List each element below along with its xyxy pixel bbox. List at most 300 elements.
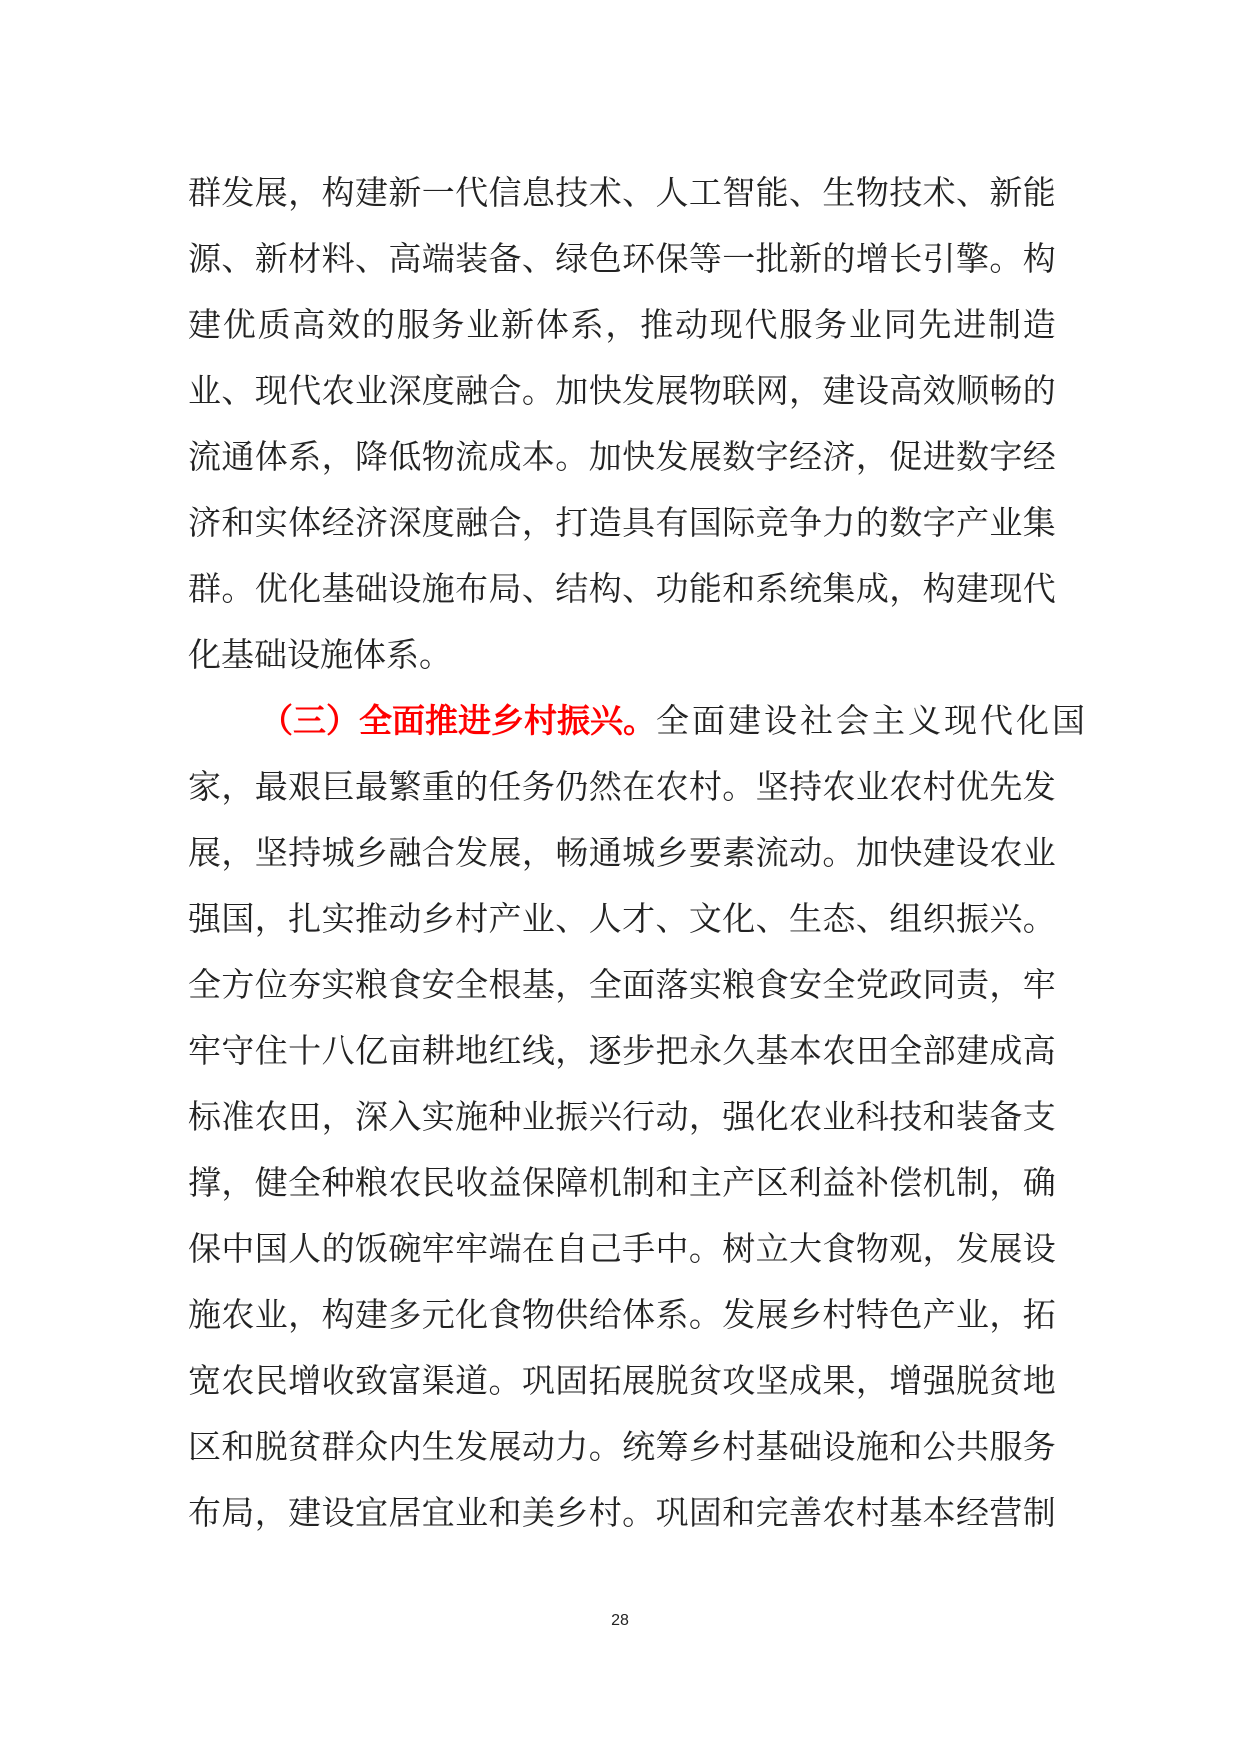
text-char: 益 xyxy=(488,1163,522,1202)
text-char: 、 xyxy=(221,371,255,410)
text-char: 自 xyxy=(555,1229,589,1268)
text-char: 宽 xyxy=(188,1361,221,1400)
text-char: 建 xyxy=(955,569,989,608)
text-char: ， xyxy=(221,833,255,872)
text-char: 务 xyxy=(521,767,555,806)
text-char: 食 xyxy=(388,965,422,1004)
text-char: 永 xyxy=(688,1031,722,1070)
text-char: 增 xyxy=(889,1361,923,1400)
text-char: 业 xyxy=(188,371,221,410)
text-char: 系 xyxy=(755,569,789,608)
text-char: 畅 xyxy=(989,371,1023,410)
text-char: 布 xyxy=(188,1493,221,1532)
text-char: 国 xyxy=(221,899,255,938)
text-char: 十 xyxy=(288,1031,322,1070)
text-char: 在 xyxy=(622,767,656,806)
text-char: 内 xyxy=(388,1427,422,1466)
text-char: 造 xyxy=(1022,305,1056,344)
text-char: 乡 xyxy=(354,833,388,872)
text-char: 基 xyxy=(755,1031,789,1070)
text-char: 批 xyxy=(755,239,789,278)
text-char: 设 xyxy=(955,833,989,872)
text-char: 中 xyxy=(655,1229,689,1268)
text-char: 加 xyxy=(855,833,889,872)
text-char: 果 xyxy=(822,1361,856,1400)
text-char: 面 xyxy=(622,965,656,1004)
text-char: 融 xyxy=(455,371,489,410)
text-char: 和 xyxy=(922,1097,956,1136)
text-char: 力 xyxy=(555,1427,589,1466)
text-char: 建 xyxy=(288,1493,322,1532)
text-char: 数 xyxy=(889,503,923,542)
text-char: 。 xyxy=(622,1493,656,1532)
text-char: 然 xyxy=(588,767,622,806)
text-char: 。 xyxy=(688,1229,722,1268)
text-char: 宜 xyxy=(421,1493,455,1532)
text-char: 装 xyxy=(955,1097,989,1136)
text-char: 化 xyxy=(755,1097,789,1136)
text-char: 产 xyxy=(922,1295,956,1334)
text-char: 和 xyxy=(722,1493,756,1532)
text-char: 宜 xyxy=(354,1493,388,1532)
text-char: 增 xyxy=(288,1361,322,1400)
text-char: 农 xyxy=(889,767,923,806)
text-char: 拓 xyxy=(588,1361,622,1400)
text-char: 础 xyxy=(789,1427,823,1466)
text-char: 信 xyxy=(488,173,522,212)
text-char: ， xyxy=(989,965,1023,1004)
text-char: 物 xyxy=(421,437,455,476)
text-char: 深 xyxy=(354,1097,388,1136)
text-char: ， xyxy=(989,1295,1023,1334)
text-char: 一 xyxy=(421,173,455,212)
text-char: 种 xyxy=(488,1097,522,1136)
text-char: 把 xyxy=(655,1031,689,1070)
text-char: 主 xyxy=(688,1163,722,1202)
text-char: 化 xyxy=(288,569,322,608)
text-char: 经 xyxy=(789,437,823,476)
text-char: 产 xyxy=(488,899,522,938)
text-char: 基 xyxy=(755,1427,789,1466)
text-char: 和 xyxy=(488,1493,522,1532)
text-char: 持 xyxy=(789,767,823,806)
text-char: 统 xyxy=(789,569,823,608)
text-char: 新 xyxy=(388,173,422,212)
text-char: 持 xyxy=(288,833,322,872)
text-char: 济 xyxy=(188,503,221,542)
text-char: 脱 xyxy=(655,1361,689,1400)
text-char: ， xyxy=(789,371,823,410)
text-char: 强 xyxy=(188,899,221,938)
text-char: 流 xyxy=(455,437,489,476)
text-char: 先 xyxy=(989,767,1023,806)
text-char: 乡 xyxy=(789,1295,823,1334)
text-char: 的 xyxy=(321,1229,355,1268)
text-char: 质 xyxy=(257,305,291,344)
text-char: 特 xyxy=(855,1295,889,1334)
text-char: 粮 xyxy=(354,1163,388,1202)
text-char: 的 xyxy=(855,503,889,542)
text-char: 布 xyxy=(455,569,489,608)
text-char: 施 xyxy=(188,1295,221,1334)
text-line xyxy=(188,1480,1056,1546)
text-char: 引 xyxy=(922,239,956,278)
text-char: 善 xyxy=(789,1493,823,1532)
text-char: 建 xyxy=(822,371,856,410)
text-char: 结 xyxy=(555,569,589,608)
text-char: ， xyxy=(555,1031,589,1070)
text-char: 守 xyxy=(221,1031,255,1070)
text-char: 强 xyxy=(922,1361,956,1400)
text-char: 进 xyxy=(953,305,987,344)
text-char: 己 xyxy=(588,1229,622,1268)
text-char: 新 xyxy=(254,239,288,278)
text-char: 加 xyxy=(555,371,589,410)
text-char: 动 xyxy=(674,305,708,344)
text-char: 本 xyxy=(521,437,555,476)
text-char: 、 xyxy=(789,173,823,212)
text-char: 实 xyxy=(321,899,355,938)
text-char: 织 xyxy=(922,899,956,938)
text-char: 牢 xyxy=(455,1229,489,1268)
text-char: 一 xyxy=(722,239,756,278)
text-char: 制 xyxy=(1022,1493,1056,1532)
text-char: 建 xyxy=(955,1031,989,1070)
text-char: 色 xyxy=(889,1295,923,1334)
text-char: 构 xyxy=(321,173,355,212)
text-char: 制 xyxy=(987,305,1021,344)
text-char: 富 xyxy=(388,1361,422,1400)
text-char: 扎 xyxy=(288,899,322,938)
text-char: 贫 xyxy=(989,1361,1023,1400)
text-char: ， xyxy=(321,1097,355,1136)
text-char: ， xyxy=(254,899,288,938)
text-char: 农 xyxy=(321,371,355,410)
text-char: ， xyxy=(922,1229,956,1268)
text-char: 国 xyxy=(688,503,722,542)
text-char: 济 xyxy=(822,437,856,476)
text-char: 务 xyxy=(431,305,465,344)
text-char: 完 xyxy=(755,1493,789,1532)
text-char: 、 xyxy=(555,899,589,938)
text-char: 济 xyxy=(354,503,388,542)
text-char: 实 xyxy=(321,965,355,1004)
text-char: 动 xyxy=(789,833,823,872)
text-char: 众 xyxy=(354,1427,388,1466)
text-char: 制 xyxy=(955,1163,989,1202)
text-char: 加 xyxy=(588,437,622,476)
body-text xyxy=(188,160,1088,1546)
text-char: ， xyxy=(889,569,923,608)
text-char: 术 xyxy=(588,173,622,212)
text-char: 线 xyxy=(521,1031,555,1070)
text-char: 收 xyxy=(455,1163,489,1202)
text-char: 乡 xyxy=(421,899,455,938)
text-char: 科 xyxy=(855,1097,889,1136)
text-char: 中 xyxy=(221,1229,255,1268)
text-char: 保 xyxy=(188,1229,221,1268)
text-char: 合 xyxy=(421,833,455,872)
text-char: 顺 xyxy=(955,371,989,410)
text-char: 发 xyxy=(1022,767,1056,806)
text-char: 村 xyxy=(588,1493,622,1532)
text-char: 保 xyxy=(655,239,689,278)
text-char: 发 xyxy=(221,173,255,212)
text-char: 代 xyxy=(288,371,322,410)
text-char: 成 xyxy=(488,437,522,476)
text-char: 成 xyxy=(789,1361,823,1400)
text-char: 体 xyxy=(288,503,322,542)
text-char: 能 xyxy=(688,569,722,608)
text-char: 源 xyxy=(188,239,221,278)
text-char: 立 xyxy=(755,1229,789,1268)
text-char: 仍 xyxy=(555,767,589,806)
text-line xyxy=(188,292,1056,358)
text-char: 食 xyxy=(822,1229,856,1268)
text-line xyxy=(188,754,1056,820)
text-char: 基 xyxy=(889,1493,923,1532)
text-char: 安 xyxy=(789,965,823,1004)
text-char: 物 xyxy=(855,173,889,212)
text-char: 业 xyxy=(989,503,1023,542)
text-char: 乡 xyxy=(688,1427,722,1466)
text-char: 和 xyxy=(221,503,255,542)
text-char: 施 xyxy=(455,1097,489,1136)
text-line-last: 化基础设施体系。 xyxy=(188,635,452,674)
text-char: 发 xyxy=(455,1427,489,1466)
text-char: 高 xyxy=(292,305,326,344)
text-char: 安 xyxy=(421,965,455,1004)
text-char: 。 xyxy=(722,767,756,806)
text-char: 联 xyxy=(722,371,756,410)
text-char: 牢 xyxy=(421,1229,455,1268)
text-char: 村 xyxy=(722,1427,756,1466)
text-char: 粮 xyxy=(354,965,388,1004)
text-char: 业 xyxy=(855,767,889,806)
text-char: 造 xyxy=(588,503,622,542)
page-number: 28 xyxy=(611,1612,629,1629)
text-char: 乡 xyxy=(555,1493,589,1532)
text-char: 群 xyxy=(188,173,221,212)
text-char: 巩 xyxy=(655,1493,689,1532)
text-char: 具 xyxy=(622,503,656,542)
text-char: 攻 xyxy=(722,1361,756,1400)
text-char: 部 xyxy=(922,1031,956,1070)
text-char: ， xyxy=(221,1163,255,1202)
text-char: 城 xyxy=(622,833,656,872)
text-char: 村 xyxy=(688,767,722,806)
text-char: 构 xyxy=(321,1295,355,1334)
text-char: 优 xyxy=(222,305,256,344)
text-line xyxy=(188,1282,1056,1348)
text-char: 乡 xyxy=(655,833,689,872)
text-char: 繁 xyxy=(388,767,422,806)
text-char: 建 xyxy=(354,1295,388,1334)
text-char: 争 xyxy=(789,503,823,542)
text-char: 村 xyxy=(455,899,489,938)
text-char: 流 xyxy=(188,437,221,476)
text-char: 现 xyxy=(254,371,288,410)
text-char: 新 xyxy=(501,305,535,344)
text-char: 民 xyxy=(421,1163,455,1202)
text-char: 群 xyxy=(188,569,221,608)
text-char: 任 xyxy=(488,767,522,806)
text-char: 基 xyxy=(521,965,555,1004)
text-char: 亩 xyxy=(388,1031,422,1070)
text-char: 全 xyxy=(455,965,489,1004)
text-char: 动 xyxy=(521,1427,555,1466)
text-char: 成 xyxy=(855,569,889,608)
text-char: 逐 xyxy=(588,1031,622,1070)
text-char: 能 xyxy=(1022,173,1056,212)
text-char: 端 xyxy=(488,1229,522,1268)
text-char: 设 xyxy=(321,1493,355,1532)
text-char: 巩 xyxy=(521,1361,555,1400)
text-char: 体 xyxy=(622,1295,656,1334)
text-char: 动 xyxy=(655,1097,689,1136)
text-char: 度 xyxy=(421,503,455,542)
text-char: 发 xyxy=(655,437,689,476)
text-char: 生 xyxy=(789,899,823,938)
text-char: 业 xyxy=(1022,833,1056,872)
text-char: 美 xyxy=(521,1493,555,1532)
text-char: 快 xyxy=(588,371,622,410)
text-char: 业 xyxy=(466,305,500,344)
text-char: 化 xyxy=(722,899,756,938)
text-char: 有 xyxy=(655,503,689,542)
text-char: 。 xyxy=(822,833,856,872)
text-char: 确 xyxy=(1022,1163,1056,1202)
text-char: 化 xyxy=(455,1295,489,1334)
text-char: 农 xyxy=(221,1361,255,1400)
text-line xyxy=(188,1348,1056,1414)
text-char: 产 xyxy=(722,1163,756,1202)
text-char: 进 xyxy=(922,437,956,476)
text-char: 全 xyxy=(822,965,856,1004)
text-char: ， xyxy=(605,305,639,344)
text-char: 本 xyxy=(789,1031,823,1070)
text-char: 展 xyxy=(622,1361,656,1400)
text-char: 高 xyxy=(388,239,422,278)
text-char: 发 xyxy=(955,1229,989,1268)
text-char: 村 xyxy=(855,1493,889,1532)
text-char: 大 xyxy=(789,1229,823,1268)
text-char: 全 xyxy=(288,1163,322,1202)
text-char: 艰 xyxy=(288,767,322,806)
text-char: ， xyxy=(321,437,355,476)
text-char: 地 xyxy=(455,1031,489,1070)
text-char: 备 xyxy=(989,1097,1023,1136)
text-char: 粮 xyxy=(722,965,756,1004)
text-char: 展 xyxy=(488,1427,522,1466)
text-char: 亿 xyxy=(354,1031,388,1070)
text-char: 。 xyxy=(989,239,1023,278)
text-char: 坚 xyxy=(254,833,288,872)
text-char: 固 xyxy=(555,1361,589,1400)
text-char: 产 xyxy=(955,503,989,542)
text-char: 田 xyxy=(855,1031,889,1070)
text-char: 实 xyxy=(688,965,722,1004)
text-char: 的 xyxy=(361,305,395,344)
text-char: 红 xyxy=(488,1031,522,1070)
text-char: 收 xyxy=(321,1361,355,1400)
text-char: 构 xyxy=(588,569,622,608)
text-char: 建 xyxy=(354,173,388,212)
text-char: 字 xyxy=(989,437,1023,476)
text-char: 料 xyxy=(321,239,355,278)
text-char: 促 xyxy=(889,437,923,476)
text-char: 保 xyxy=(521,1163,555,1202)
text-char: 快 xyxy=(889,833,923,872)
text-char: 。 xyxy=(488,1361,522,1400)
text-char: 道 xyxy=(455,1361,489,1400)
text-char: 和 xyxy=(221,1427,255,1466)
text-char: 政 xyxy=(889,965,923,1004)
text-char: 健 xyxy=(254,1163,288,1202)
text-line xyxy=(188,490,1056,556)
text-char: 八 xyxy=(321,1031,355,1070)
text-char: 畅 xyxy=(555,833,589,872)
text-char: 。 xyxy=(221,569,255,608)
text-char: 业 xyxy=(848,305,882,344)
text-line xyxy=(188,1018,1056,1084)
section-heading-line xyxy=(188,688,1088,754)
text-char: 代 xyxy=(1022,569,1056,608)
text-char: 发 xyxy=(722,1295,756,1334)
text-char: 通 xyxy=(221,437,255,476)
text-char: 低 xyxy=(388,437,422,476)
text-char: 固 xyxy=(688,1493,722,1532)
text-char: 设 xyxy=(822,1427,856,1466)
text-char: 群 xyxy=(321,1427,355,1466)
text-char: 耕 xyxy=(421,1031,455,1070)
text-char: 居 xyxy=(388,1493,422,1532)
text-char: 农 xyxy=(221,1295,255,1334)
text-char: 效 xyxy=(327,305,361,344)
text-char: 物 xyxy=(521,1295,555,1334)
text-char: 绿 xyxy=(555,239,589,278)
text-char: ， xyxy=(288,1295,322,1334)
text-char: 城 xyxy=(321,833,355,872)
text-char: 深 xyxy=(388,371,422,410)
text-char: 方 xyxy=(221,965,255,1004)
text-char: 经 xyxy=(1022,437,1056,476)
text-char: 系 xyxy=(288,437,322,476)
text-char: 际 xyxy=(722,503,756,542)
text-char: 给 xyxy=(588,1295,622,1334)
text-char: 坚 xyxy=(755,1361,789,1400)
text-char: 系 xyxy=(655,1295,689,1334)
text-char: 农 xyxy=(989,833,1023,872)
text-char: 业 xyxy=(254,1295,288,1334)
text-char: 人 xyxy=(288,1229,322,1268)
text-char: 同 xyxy=(922,965,956,1004)
text-char: ， xyxy=(254,1493,288,1532)
text-char: 。 xyxy=(588,1427,622,1466)
text-char: 字 xyxy=(922,503,956,542)
text-char: 基 xyxy=(321,569,355,608)
text-char: 长 xyxy=(889,239,923,278)
text-char: 共 xyxy=(955,1427,989,1466)
text-char: 牢 xyxy=(1022,965,1056,1004)
text-char: 合 xyxy=(488,503,522,542)
text-char: ， xyxy=(688,1097,722,1136)
text-char: 体 xyxy=(535,305,569,344)
text-char: 快 xyxy=(622,437,656,476)
text-char: 业 xyxy=(822,1097,856,1136)
text-char: 在 xyxy=(521,1229,555,1268)
text-char: 贫 xyxy=(688,1361,722,1400)
